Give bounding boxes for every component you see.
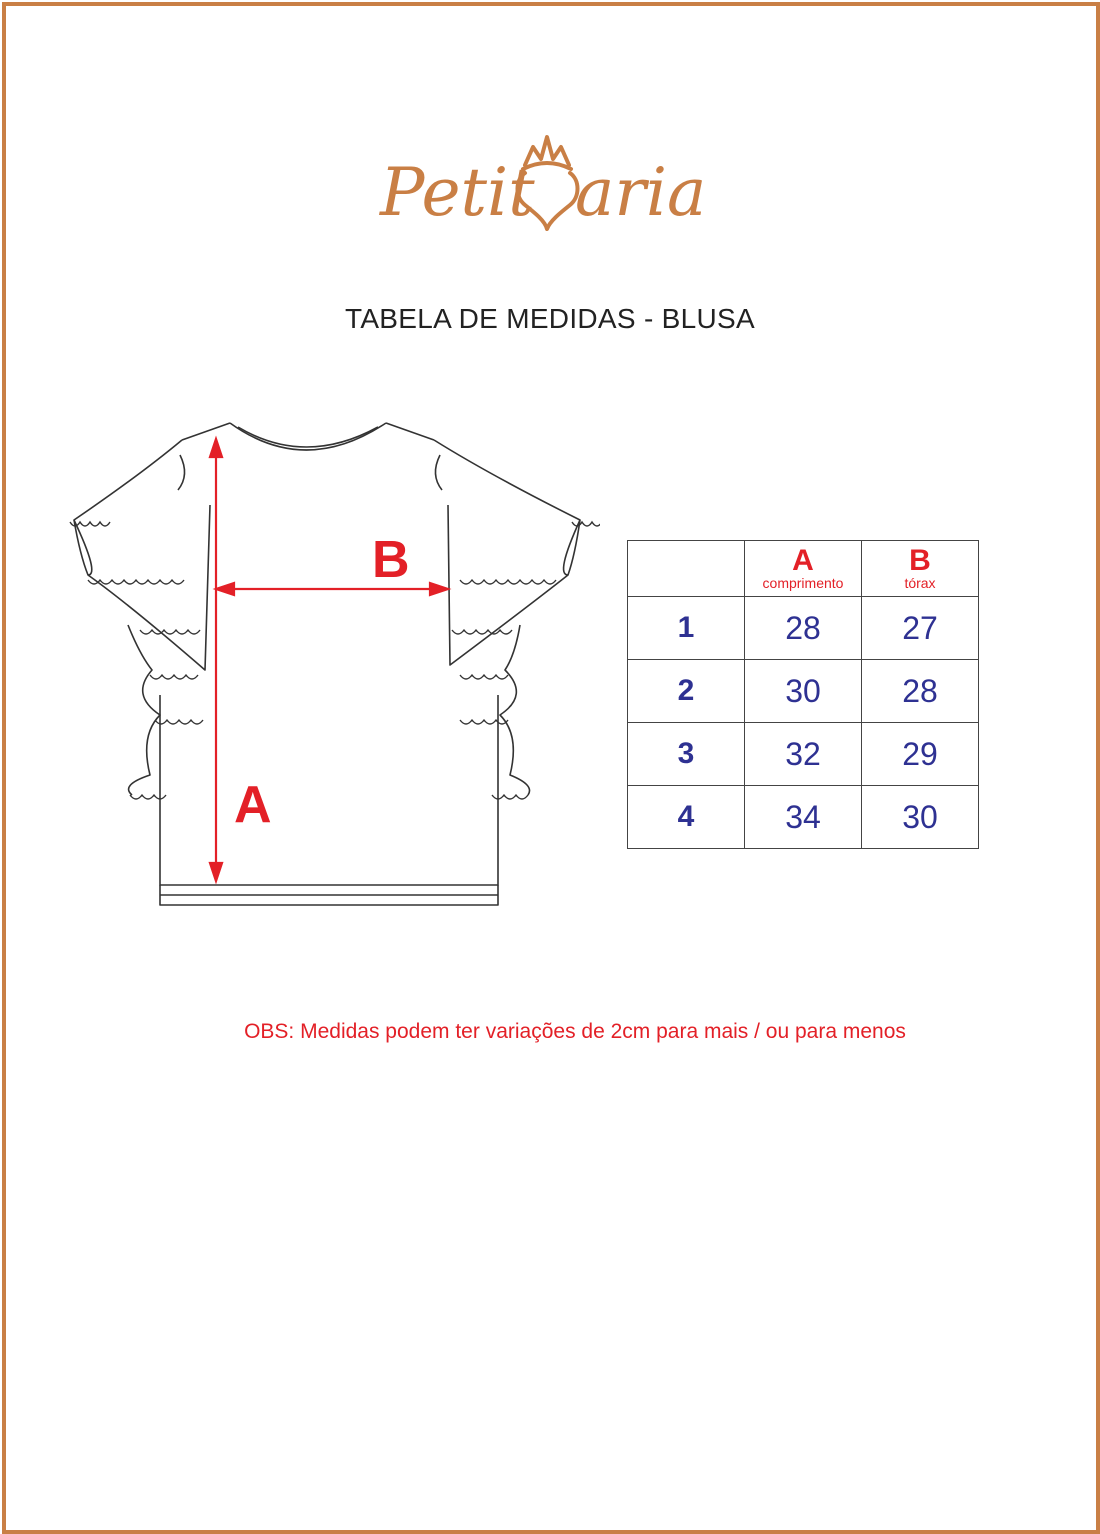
variation-note: OBS: Medidas podem ter variações de 2cm para mais / ou para menos bbox=[244, 1020, 906, 1043]
svg-text:aria: aria bbox=[575, 154, 707, 231]
header-letter: A bbox=[792, 543, 814, 577]
header-empty-cell bbox=[628, 541, 745, 597]
blouse-diagram bbox=[60, 415, 600, 925]
brand-logo bbox=[375, 125, 755, 240]
value-a-cell: 32 bbox=[745, 723, 862, 786]
value-a-cell: 34 bbox=[745, 786, 862, 849]
size-cell: 2 bbox=[628, 660, 745, 723]
value-a-cell: 28 bbox=[745, 597, 862, 660]
measure-label-a: A bbox=[234, 776, 272, 834]
header-letter: B bbox=[909, 543, 931, 577]
header-sub: tórax bbox=[904, 574, 936, 591]
size-cell: 1 bbox=[628, 597, 745, 660]
value-b-cell: 28 bbox=[862, 660, 979, 723]
table-header-row bbox=[628, 541, 979, 597]
table-row bbox=[628, 597, 979, 660]
header-col-a bbox=[745, 541, 862, 597]
page-title: TABELA DE MEDIDAS - BLUSA bbox=[345, 303, 755, 334]
svg-text:Petit: Petit bbox=[380, 154, 535, 231]
size-table bbox=[627, 540, 979, 849]
size-cell: 3 bbox=[628, 723, 745, 786]
value-b-cell: 29 bbox=[862, 723, 979, 786]
header-sub: comprimento bbox=[762, 574, 844, 591]
measure-label-b: B bbox=[372, 531, 410, 589]
size-cell: 4 bbox=[628, 786, 745, 849]
header-col-b bbox=[862, 541, 979, 597]
table-row bbox=[628, 786, 979, 849]
value-b-cell: 27 bbox=[862, 597, 979, 660]
table-row bbox=[628, 723, 979, 786]
value-a-cell: 30 bbox=[745, 660, 862, 723]
value-b-cell: 30 bbox=[862, 786, 979, 849]
table-row bbox=[628, 660, 979, 723]
